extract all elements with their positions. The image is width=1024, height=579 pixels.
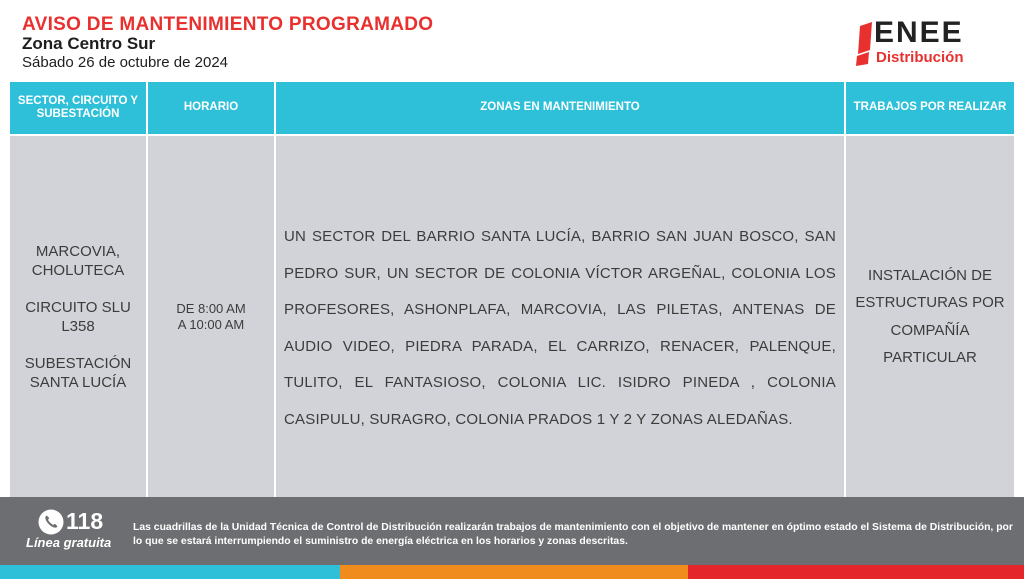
schedule-start: DE 8:00 AM	[176, 300, 246, 316]
disclaimer-text: Las cuadrillas de la Unidad Técnica de Control de Distribución realizarán trabajos de mantenimiento con el objetivo de mantener en óptimo estado el Sistema de Distribución, por lo que se estará interrumpiendo el suministro de energía eléctrica en los horarios y zonas descritas.	[133, 522, 1013, 547]
enee-logo-mark-icon	[854, 20, 876, 66]
header-trabajos: TRABAJOS POR REALIZAR	[846, 82, 1014, 134]
circuit-text: CIRCUITO SLU L358	[25, 298, 131, 335]
zones-text: UN SECTOR DEL BARRIO SANTA LUCÍA, BARRIO SAN JUAN BOSCO, SAN PEDRO SUR, UN SECTOR DE COLONIA VÍCTOR ARGEÑAL, COLONIA LOS PROFESORES, ASHONPLAFA, MARCOVIA, LAS PILETAS, ANTENAS DE AUDIO VIDEO, PIEDRA PARADA, EL CARRIZO, RENACER, PALENQUE, TULITO, EL FANTASIOSO, COLONIA LIC. ISIDRO PINEDA , COLONIA CASIPULU, SURAGRO, COLONIA PRADOS 1 Y 2 Y ZONAS ALEDAÑAS.	[284, 228, 836, 428]
cell-horario	[148, 136, 276, 497]
footer	[0, 497, 1024, 565]
works-text: INSTALACIÓN DE ESTRUCTURAS POR COMPAÑÍA PARTICULAR	[855, 266, 1005, 366]
phone-icon	[38, 509, 64, 535]
header-horario: HORARIO	[148, 82, 276, 134]
notice-title: AVISO DE MANTENIMIENTO PROGRAMADO	[22, 14, 434, 35]
header-sector: SECTOR, CIRCUITO Y SUBESTACIÓN	[10, 82, 148, 134]
footer-stripe-cyan	[0, 565, 340, 579]
maintenance-table	[10, 82, 1014, 497]
header-zonas: ZONAS EN MANTENIMIENTO	[276, 82, 846, 134]
logo-text: ENEE	[874, 16, 964, 49]
notice-header	[0, 0, 1024, 80]
hotline-label: Línea gratuita	[26, 535, 112, 550]
table-header-row	[10, 82, 1014, 134]
cell-zonas	[276, 136, 846, 497]
cell-trabajos	[846, 136, 1014, 497]
schedule-end: A 10:00 AM	[177, 316, 245, 332]
zone-name: Zona Centro Sur	[22, 34, 156, 53]
table-row	[10, 136, 1014, 497]
hotline-number: 118	[66, 508, 104, 534]
substation-text: SUBESTACIÓN SANTA LUCÍA	[24, 354, 132, 391]
enee-logo	[854, 18, 1004, 68]
sector-text: MARCOVIA, CHOLUTECA	[31, 242, 125, 279]
footer-stripe-orange	[340, 565, 688, 579]
logo-subtitle: Distribución	[876, 49, 964, 66]
notice-date: Sábado 26 de octubre de 2024	[22, 54, 229, 71]
footer-stripe-red	[688, 565, 1024, 579]
cell-sector	[10, 136, 148, 497]
